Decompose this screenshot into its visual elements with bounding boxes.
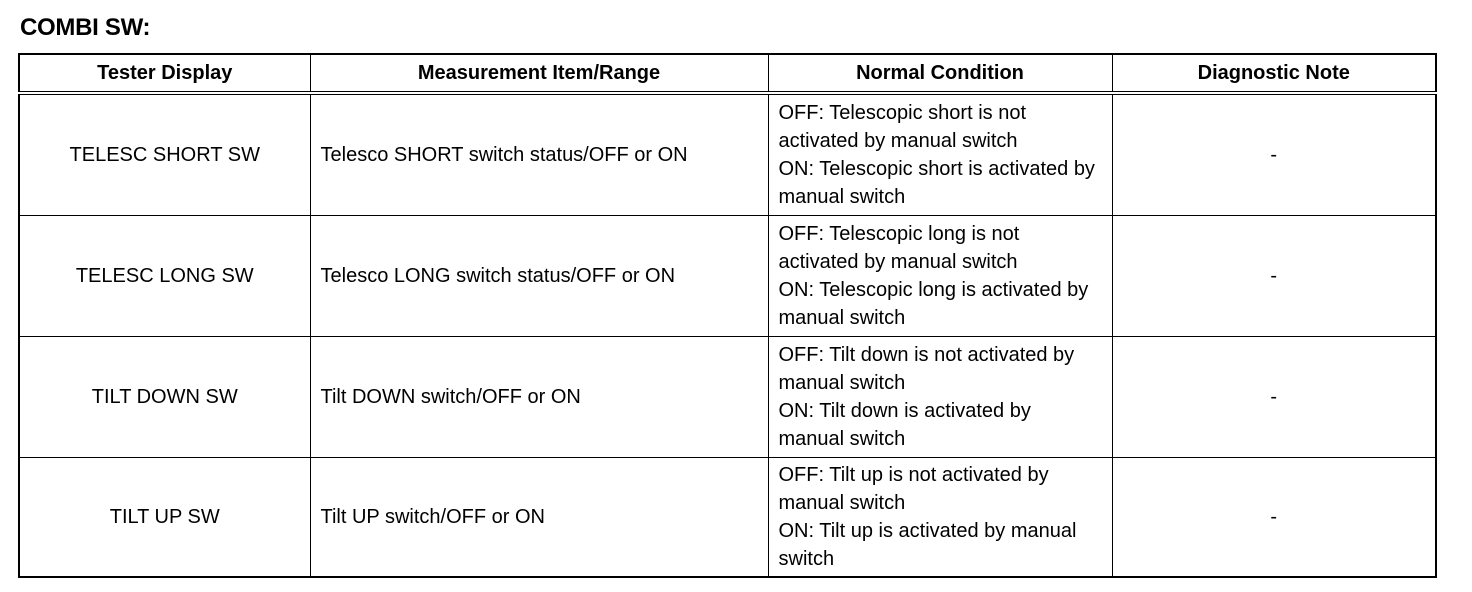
measurement-item-cell: Telesco SHORT switch status/OFF or ON xyxy=(310,93,768,216)
condition-on-text: ON: Tilt down is activated by manual switch xyxy=(778,400,1031,450)
condition-off-text: OFF: Telescopic short is not activated by manual switch xyxy=(778,102,1026,152)
combi-sw-table xyxy=(18,53,1437,578)
table-header-row xyxy=(19,54,1436,93)
table-row xyxy=(19,93,1436,216)
header-normal-condition: Normal Condition xyxy=(768,54,1112,93)
tester-display-cell: TELESC SHORT SW xyxy=(19,93,310,216)
diagnostic-note-cell: - xyxy=(1112,337,1436,458)
normal-condition-cell xyxy=(768,337,1112,458)
condition-off-text: OFF: Tilt down is not activated by manual switch xyxy=(778,344,1075,394)
measurement-item-cell: Tilt UP switch/OFF or ON xyxy=(310,458,768,578)
normal-condition-cell xyxy=(768,93,1112,216)
normal-condition-cell xyxy=(768,458,1112,578)
header-tester-display: Tester Display xyxy=(19,54,310,93)
page-title: COMBI SW: xyxy=(20,14,151,41)
header-diagnostic-note: Diagnostic Note xyxy=(1112,54,1436,93)
tester-display-cell: TILT DOWN SW xyxy=(19,337,310,458)
normal-condition-cell xyxy=(768,216,1112,337)
condition-on-text: ON: Telescopic short is activated by manual switch xyxy=(778,158,1095,208)
table-row xyxy=(19,216,1436,337)
tester-display-cell: TILT UP SW xyxy=(19,458,310,578)
condition-off-text: OFF: Tilt up is not activated by manual switch xyxy=(778,464,1049,514)
table-row xyxy=(19,337,1436,458)
table-row xyxy=(19,458,1436,578)
condition-off-text: OFF: Telescopic long is not activated by manual switch xyxy=(778,223,1020,273)
diagnostic-note-cell: - xyxy=(1112,93,1436,216)
measurement-item-cell: Tilt DOWN switch/OFF or ON xyxy=(310,337,768,458)
header-measurement-item: Measurement Item/Range xyxy=(310,54,768,93)
tester-display-cell: TELESC LONG SW xyxy=(19,216,310,337)
condition-on-text: ON: Tilt up is activated by manual switch xyxy=(778,520,1077,570)
measurement-item-cell: Telesco LONG switch status/OFF or ON xyxy=(310,216,768,337)
diagnostic-note-cell: - xyxy=(1112,216,1436,337)
diagnostic-note-cell: - xyxy=(1112,458,1436,578)
condition-on-text: ON: Telescopic long is activated by manual switch xyxy=(778,279,1089,329)
